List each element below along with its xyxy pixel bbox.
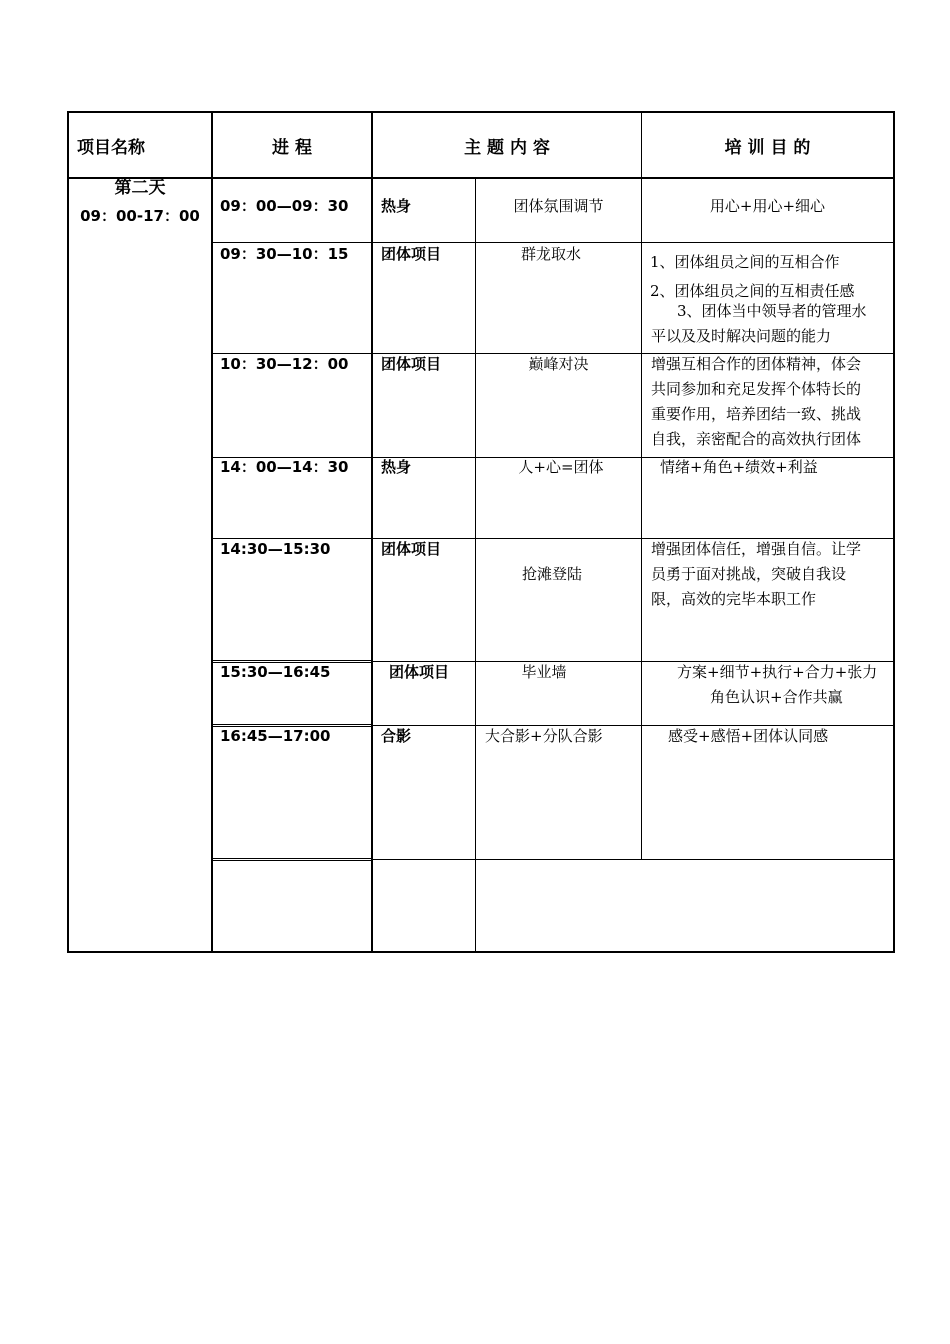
row-4-activity: 人+心=团体 (518, 458, 604, 476)
row-2-type: 团体项目 (381, 245, 442, 263)
row-divider-7-left (213, 858, 371, 861)
row-3-time: 10：30—12：00 (220, 355, 349, 373)
row-3-goal-line-3: 重要作用，培养团结一致、挑战 (651, 405, 862, 423)
table-border-left (67, 111, 69, 953)
row-6-type: 团体项目 (389, 663, 450, 681)
row-2-activity: 群龙取水 (520, 245, 581, 263)
day-time-range: 09：00-17：00 (80, 207, 200, 225)
row-1-activity: 团体氛围调节 (513, 197, 604, 215)
row-2-goal-line-3: 3、团体当中领导者的管理水 (677, 302, 867, 320)
row-2-goal-line-1: 1、团体组员之间的互相合作 (650, 253, 840, 271)
col-divider-1 (211, 111, 213, 953)
row-4-goal-line-1: 情绪+角色+绩效+利益 (660, 458, 818, 476)
row-5-type: 团体项目 (381, 540, 442, 558)
table-border-top (67, 111, 895, 113)
col-divider-4 (641, 111, 642, 860)
row-5-activity: 抢滩登陆 (521, 565, 582, 583)
row-7-goal-line-1: 感受+感悟+团体认同感 (668, 727, 829, 745)
row-5-goal-line-1: 增强团体信任，增强自信。让学 (651, 540, 862, 558)
header-training-goal: 培 训 目 的 (724, 138, 811, 158)
row-3-type: 团体项目 (381, 355, 442, 373)
day-label: 第二天 (114, 178, 166, 198)
row-2-time: 09：30—10：15 (220, 245, 349, 263)
row-4-time: 14：00—14：30 (220, 458, 349, 476)
row-3-goal-line-2: 共同参加和充足发挥个体特长的 (651, 380, 862, 398)
row-1-time: 09：00—09：30 (220, 197, 349, 215)
row-5-goal-line-3: 限，高效的完毕本职工作 (651, 590, 817, 608)
row-divider-7-right (373, 859, 895, 860)
row-6-goal-line-1: 方案+细节+执行+合力+张力 (677, 663, 878, 681)
row-6-time: 15:30—16:45 (220, 663, 331, 681)
row-7-time: 16:45—17:00 (220, 727, 331, 745)
row-7-type: 合影 (381, 727, 412, 745)
table-border-bottom (67, 951, 895, 953)
row-4-type: 热身 (381, 458, 412, 476)
row-5-goal-line-2: 员勇于面对挑战，突破自我设 (651, 565, 847, 583)
row-3-activity: 巅峰对决 (528, 355, 589, 373)
row-6-goal-line-2: 角色认识+合作共赢 (710, 688, 843, 706)
header-process: 进 程 (272, 138, 312, 158)
row-3-goal-line-1: 增强互相合作的团体精神，体会 (651, 355, 862, 373)
row-5-time: 14:30—15:30 (220, 540, 331, 558)
row-7-activity: 大合影+分队合影 (485, 727, 603, 745)
table-border-right (893, 111, 895, 953)
row-3-goal-line-4: 自我，亲密配合的高效执行团体 (651, 430, 862, 448)
row-2-goal-line-4: 平以及及时解决问题的能力 (651, 327, 832, 345)
col-divider-2 (371, 111, 373, 953)
row-6-activity: 毕业墙 (521, 663, 567, 681)
row-2-goal-line-2: 2、团体组员之间的互相责任感 (650, 282, 855, 300)
header-project-name: 项目名称 (77, 138, 145, 158)
row-1-type: 热身 (381, 197, 412, 215)
row-1-goal-line-1: 用心+用心+细心 (709, 197, 826, 215)
header-theme-content: 主 题 内 容 (464, 138, 550, 158)
